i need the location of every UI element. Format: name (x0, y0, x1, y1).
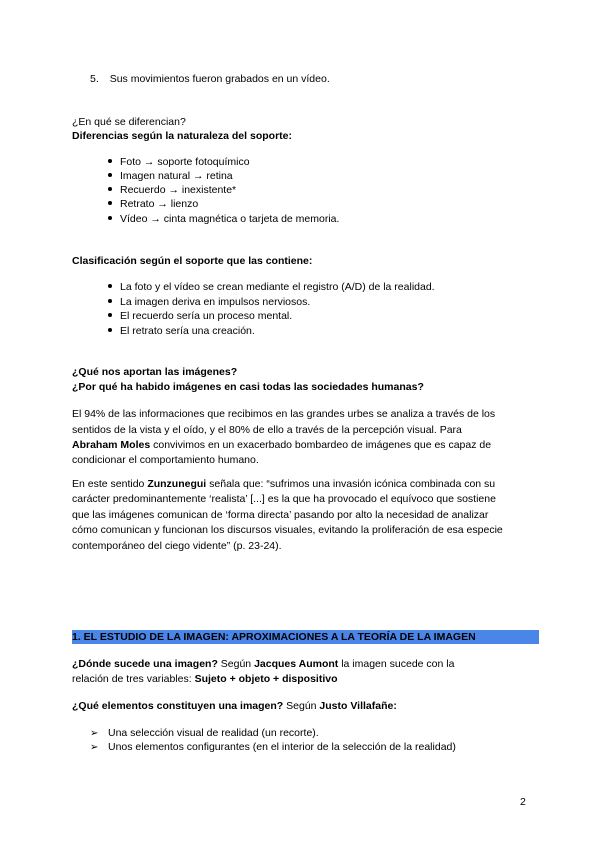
list-item: La imagen deriva en impulsos nerviosos. (108, 295, 310, 310)
question-heading: ¿Por qué ha habido imágenes en casi todas las sociedades humanas? (72, 381, 424, 393)
arrow-bullet-icon: ➢ (90, 728, 99, 739)
bullet-icon (108, 299, 112, 303)
paragraph-line: relación de tres variables: Sujeto + objeto + dispositivo (72, 673, 338, 685)
list-item: Retrato → lienzo (108, 197, 198, 212)
list-item: Recuerdo → inexistente* (108, 183, 236, 198)
bullet-icon (108, 328, 112, 332)
author-name: Jacques Aumont (254, 658, 339, 670)
item-text: Sus movimientos fueron grabados en un vídeo. (109, 73, 330, 85)
paragraph-line: Abraham Moles convivimos en un exacerbado bombardeo de imágenes que es capaz de (72, 439, 492, 451)
paragraph-line: En este sentido Zunzunegui señala que: “sufrimos una invasión icónica combinada con su (72, 478, 496, 490)
author-name: Zunzunegui (147, 478, 207, 490)
list-item: ➢ Unos elementos configurantes (en el interior de la selección de la realidad) (90, 741, 456, 753)
paragraph-line: ¿Dónde sucede una imagen? Según Jacques Aumont la imagen sucede con la (72, 658, 455, 670)
section-subheading: Clasificación según el soporte que las contiene: (72, 255, 313, 267)
bullet-icon (108, 313, 112, 317)
list-item: Foto → soporte fotoquímico (108, 155, 250, 170)
numbered-item (90, 72, 330, 87)
bullet-icon (108, 216, 112, 220)
list-item: El retrato sería una creación. (108, 324, 255, 339)
paragraph-line: sentidos de la vista y el oído, y el 80% de ello a través de la percepción visual. Para (72, 424, 462, 436)
arrow-bullet-icon: ➢ (90, 742, 99, 753)
question-text: ¿En qué se diferencian? (72, 116, 186, 128)
list-item: ➢ Una selección visual de realidad (un recorte). (90, 727, 319, 739)
question-inline: ¿Qué elementos constituyen una imagen? (72, 700, 284, 712)
page-number: 2 (520, 796, 526, 808)
author-name: Justo Villafañe: (319, 700, 397, 712)
bullet-icon (108, 284, 112, 288)
section-subheading: Diferencias según la naturaleza del soporte: (72, 130, 292, 142)
paragraph-line: contemporáneo del ciego vidente” (p. 23-24). (72, 540, 282, 552)
formula-text: Sujeto + objeto + dispositivo (194, 673, 338, 685)
paragraph-line: condicionar el comportamiento humano. (72, 454, 259, 466)
bullet-icon (108, 187, 112, 191)
bullet-icon (108, 201, 112, 205)
question-inline: ¿Dónde sucede una imagen? (72, 658, 218, 670)
paragraph-line: cómo comunican y funcionan los discursos visuales, evitando la proliferación de esa especie (72, 524, 503, 536)
question-heading: ¿Qué nos aportan las imágenes? (72, 366, 238, 378)
list-item: El recuerdo sería un proceso mental. (108, 309, 292, 324)
author-name: Abraham Moles (72, 439, 151, 451)
paragraph-line: carácter predominantemente ‘realista’ [...] es la que ha provocado el equívoco que sostiene (72, 493, 496, 505)
list-item: Imagen natural → retina (108, 169, 233, 184)
paragraph-line: que las imágenes comunican de ‘forma directa’ pasando por alto la necesidad de analizar (72, 509, 489, 521)
list-item: Vídeo → cinta magnética o tarjeta de memoria. (108, 212, 339, 227)
list-item: La foto y el vídeo se crean mediante el registro (A/D) de la realidad. (108, 280, 435, 295)
paragraph-line: ¿Qué elementos constituyen una imagen? Según Justo Villafañe: (72, 700, 397, 712)
paragraph-line: El 94% de las informaciones que recibimos en las grandes urbes se analiza a través de los (72, 408, 496, 420)
section-heading: 1. EL ESTUDIO DE LA IMAGEN: APROXIMACIONES A LA TEORÍA DE LA IMAGEN (72, 630, 539, 644)
bullet-icon (108, 159, 112, 163)
item-number: 5. (90, 73, 99, 85)
bullet-icon (108, 173, 112, 177)
